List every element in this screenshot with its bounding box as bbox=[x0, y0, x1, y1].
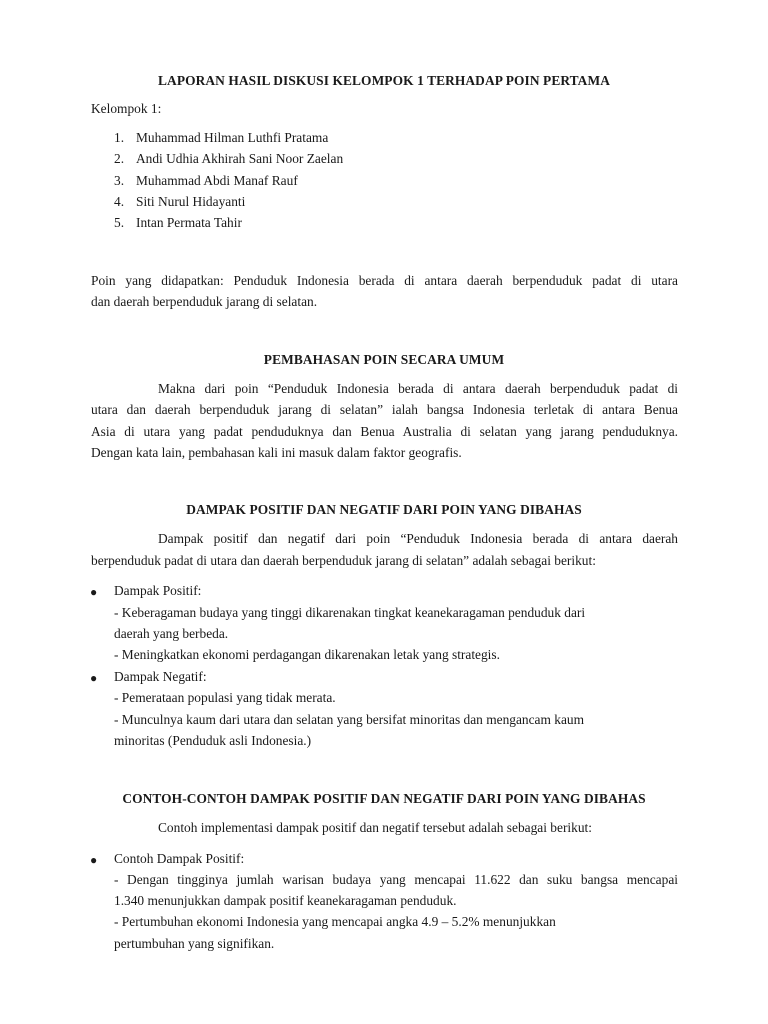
member-name: Muhammad Abdi Manaf Rauf bbox=[136, 173, 298, 188]
section-heading: DAMPAK POSITIF DAN NEGATIF DARI POIN YANG DIBAHAS bbox=[186, 502, 582, 517]
paragraph-line: Asia di utara yang padat penduduknya dan Benua Australia di selatan yang jarang penduduknya. bbox=[91, 424, 678, 439]
bullet-text: - Pemerataan populasi yang tidak merata. bbox=[114, 690, 336, 705]
document-title: LAPORAN HASIL DISKUSI KELOMPOK 1 TERHADAP POIN PERTAMA bbox=[158, 73, 610, 88]
member-name: Intan Permata Tahir bbox=[136, 215, 242, 230]
list-number: 2. bbox=[114, 151, 125, 166]
bullet-text: pertumbuhan yang signifikan. bbox=[114, 936, 275, 951]
paragraph-line: Contoh implementasi dampak positif dan negatif tersebut adalah sebagai berikut: bbox=[158, 820, 592, 835]
bullet-text: - Keberagaman budaya yang tinggi dikarenakan tingkat keanekaragaman penduduk dari bbox=[114, 605, 586, 620]
bullet-text: - Meningkatkan ekonomi perdagangan dikarenakan letak yang strategis. bbox=[114, 647, 500, 662]
bullet-label: Contoh Dampak Positif: bbox=[114, 851, 245, 866]
paragraph-line: Makna dari poin “Penduduk Indonesia berada di antara daerah berpenduduk padat di bbox=[158, 381, 678, 396]
paragraph-line: utara dan daerah berpenduduk jarang di selatan” ialah bangsa Indonesia terletak di antara Benua bbox=[91, 402, 678, 417]
paragraph-line: Dengan kata lain, pembahasan kali ini masuk dalam faktor geografis. bbox=[91, 445, 462, 460]
paragraph-line: berpenduduk padat di utara dan daerah berpenduduk jarang di selatan” adalah sebagai berikut: bbox=[91, 553, 596, 568]
section-heading: CONTOH-CONTOH DAMPAK POSITIF DAN NEGATIF DARI POIN YANG DIBAHAS bbox=[122, 791, 646, 806]
member-name: Siti Nurul Hidayanti bbox=[136, 194, 246, 209]
bullet-text: 1.340 menunjukkan dampak positif keanekaragaman penduduk. bbox=[114, 893, 457, 908]
poin-line: dan daerah berpenduduk jarang di selatan. bbox=[91, 294, 318, 309]
bullet-icon: ● bbox=[90, 671, 98, 685]
member-name: Muhammad Hilman Luthfi Pratama bbox=[136, 130, 329, 145]
section-heading: PEMBAHASAN POIN SECARA UMUM bbox=[263, 352, 505, 367]
bullet-text: - Dengan tingginya jumlah warisan budaya yang mencapai 11.622 dan suku bangsa mencapai bbox=[114, 872, 678, 887]
list-number: 3. bbox=[114, 173, 125, 188]
list-number: 1. bbox=[114, 130, 125, 145]
bullet-text: minoritas (Penduduk asli Indonesia.) bbox=[114, 733, 312, 748]
bullet-text: - Munculnya kaum dari utara dan selatan yang bersifat minoritas dan mengancam kaum bbox=[114, 712, 584, 727]
list-number: 4. bbox=[114, 194, 125, 209]
group-label: Kelompok 1: bbox=[91, 101, 162, 116]
bullet-label: Dampak Positif: bbox=[114, 583, 202, 598]
poin-line: Poin yang didapatkan: Penduduk Indonesia berada di antara daerah berpenduduk padat di utara bbox=[91, 273, 678, 288]
bullet-label: Dampak Negatif: bbox=[114, 669, 207, 684]
bullet-icon: ● bbox=[90, 853, 98, 867]
member-name: Andi Udhia Akhirah Sani Noor Zaelan bbox=[136, 151, 344, 166]
bullet-icon: ● bbox=[90, 585, 98, 599]
bullet-text: - Pertumbuhan ekonomi Indonesia yang mencapai angka 4.9 – 5.2% menunjukkan bbox=[114, 914, 556, 929]
paragraph-line: Dampak positif dan negatif dari poin “Penduduk Indonesia berada di antara daerah bbox=[158, 531, 678, 546]
bullet-text: daerah yang berbeda. bbox=[114, 626, 229, 641]
list-number: 5. bbox=[114, 215, 125, 230]
